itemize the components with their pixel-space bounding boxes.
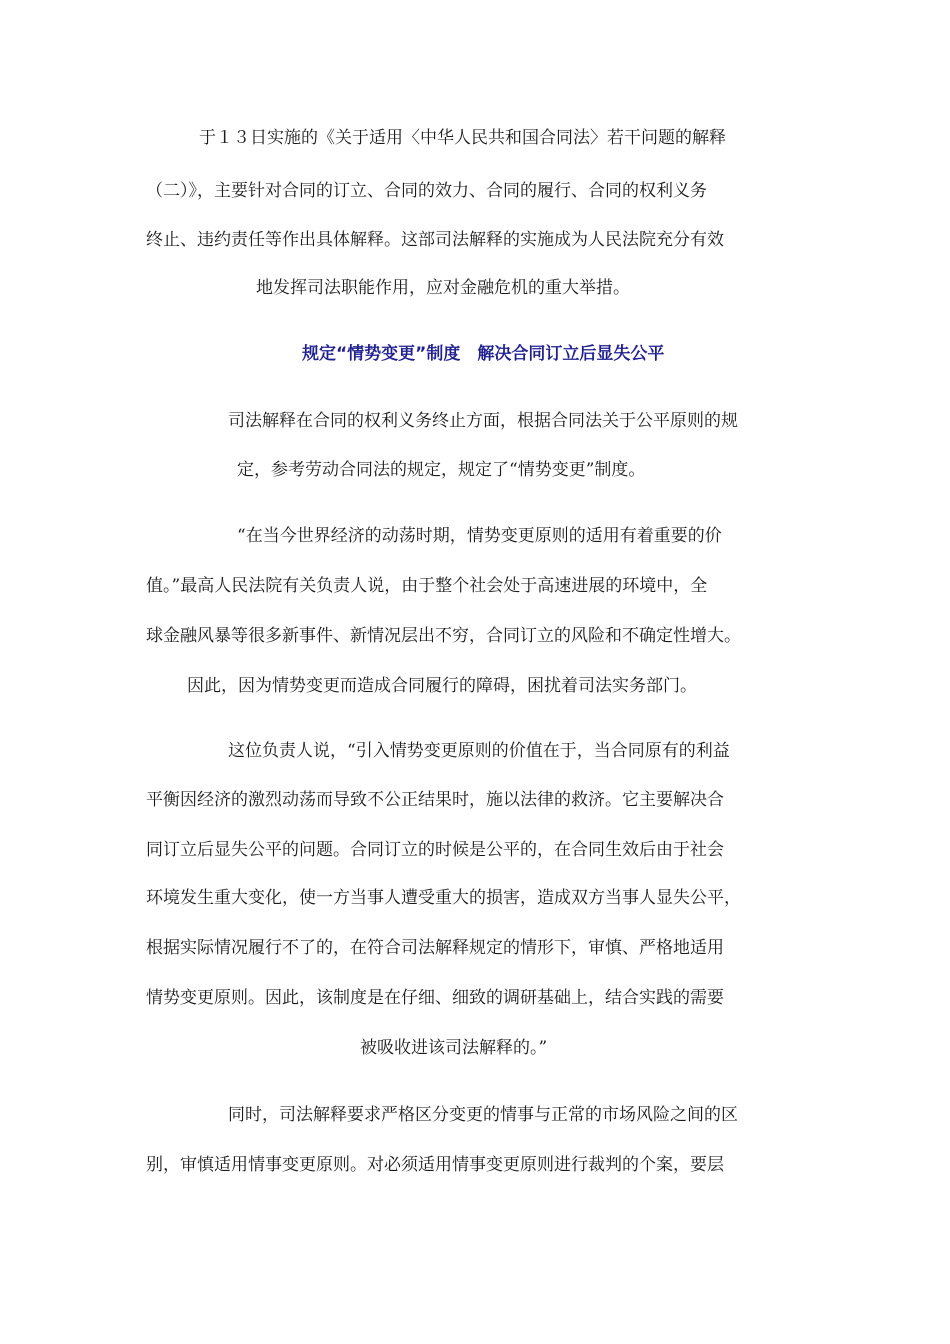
paragraph-4-line-4: 环境发生重大变化，使一方当事人遭受重大的损害，造成双方当事人显失公平， bbox=[146, 888, 741, 908]
paragraph-4-line-7: 被吸收进该司法解释的。” bbox=[360, 1038, 548, 1058]
paragraph-3-line-2: 值。”最高人民法院有关负责人说，由于整个社会处于高速进展的环境中，全 bbox=[146, 576, 708, 596]
section-heading: 规定“情势变更”制度 解决合同订立后显失公平 bbox=[302, 344, 665, 364]
paragraph-4-line-3: 同订立后显失公平的问题。合同订立的时候是公平的，在合同生效后由于社会 bbox=[146, 840, 724, 860]
paragraph-4-line-1: 这位负责人说，“引入情势变更原则的价值在于，当合同原有的利益 bbox=[228, 741, 730, 761]
paragraph-5-line-1: 同时，司法解释要求严格区分变更的情事与正常的市场风险之间的区 bbox=[228, 1105, 738, 1125]
paragraph-1-line-4: 地发挥司法职能作用，应对金融危机的重大举措。 bbox=[256, 278, 630, 298]
paragraph-1-line-3: 终止、违约责任等作出具体解释。这部司法解释的实施成为人民法院充分有效 bbox=[146, 230, 724, 250]
paragraph-4-line-5: 根据实际情况履行不了的，在符合司法解释规定的情形下，审慎、严格地适用 bbox=[146, 938, 724, 958]
paragraph-1-line-2: （二）》，主要针对合同的订立、合同的效力、合同的履行、合同的权利义务 bbox=[146, 181, 707, 201]
paragraph-4-line-2: 平衡因经济的激烈动荡而导致不公正结果时，施以法律的救济。它主要解决合 bbox=[146, 790, 724, 810]
paragraph-3-line-3: 球金融风暴等很多新事件、新情况层出不穷，合同订立的风险和不确定性增大。 bbox=[146, 626, 741, 646]
paragraph-3-line-4: 因此，因为情势变更而造成合同履行的障碍，困扰着司法实务部门。 bbox=[187, 676, 697, 696]
paragraph-4-line-6: 情势变更原则。因此，该制度是在仔细、细致的调研基础上，结合实践的需要 bbox=[146, 988, 724, 1008]
paragraph-5-line-2: 别，审慎适用情事变更原则。对必须适用情事变更原则进行裁判的个案，要层 bbox=[146, 1155, 724, 1175]
paragraph-2-line-1: 司法解释在合同的权利义务终止方面，根据合同法关于公平原则的规 bbox=[228, 411, 738, 431]
paragraph-3-line-1: “在当今世界经济的动荡时期，情势变更原则的适用有着重要的价 bbox=[237, 526, 722, 546]
paragraph-1-line-1: 于１３日实施的《关于适用〈中华人民共和国合同法〉若干问题的解释 bbox=[199, 128, 726, 148]
paragraph-2-line-2: 定，参考劳动合同法的规定，规定了“情势变更”制度。 bbox=[237, 460, 646, 480]
